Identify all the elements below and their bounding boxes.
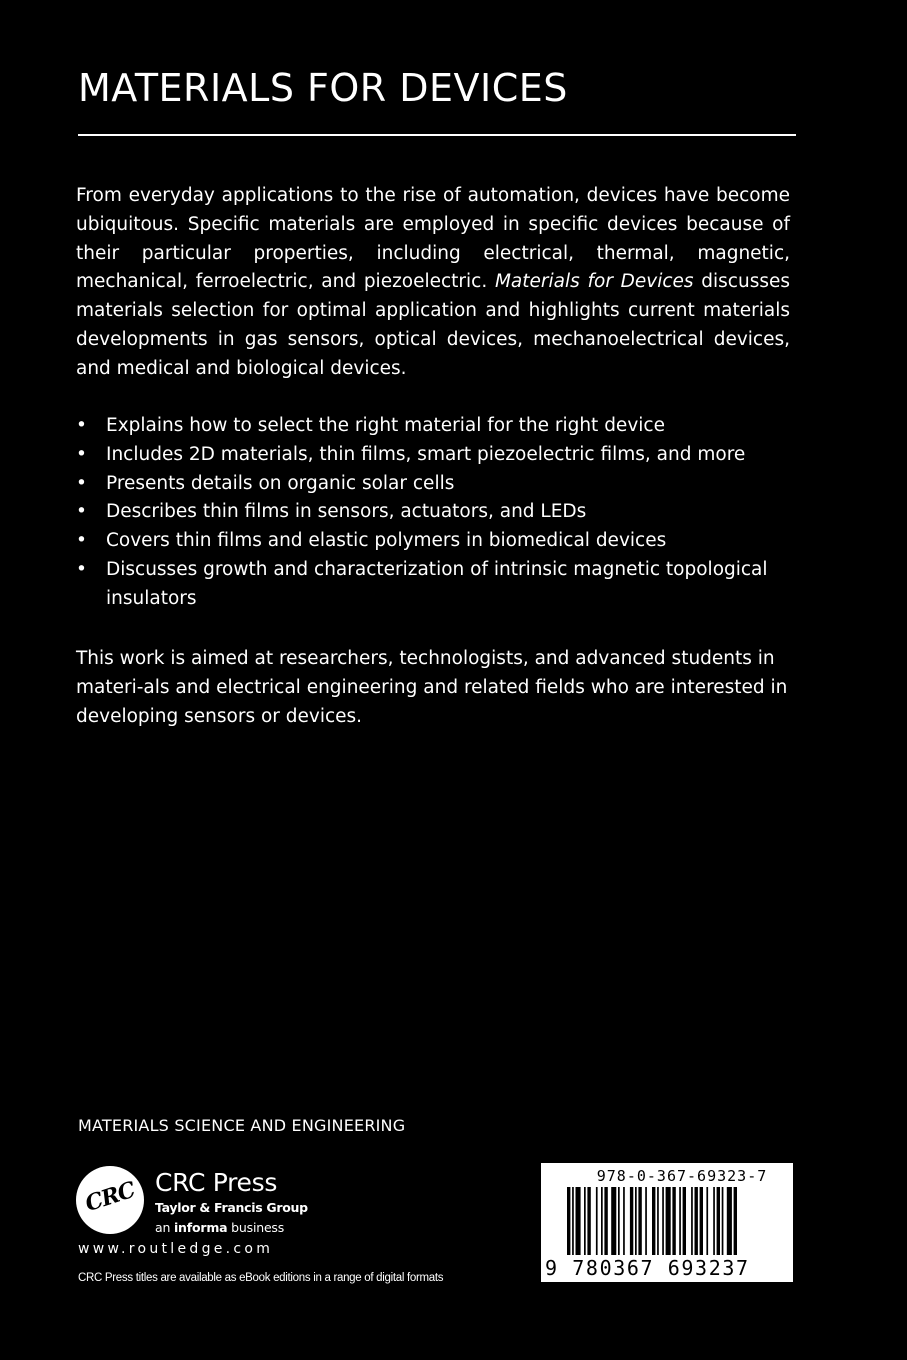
barcode-bars-icon [567, 1187, 785, 1259]
publisher-name: CRC Press [155, 1168, 278, 1197]
series-label: MATERIALS SCIENCE AND ENGINEERING [78, 1116, 406, 1135]
barcode-bar [638, 1187, 641, 1255]
feature-item: • Includes 2D materials, thin films, smart piezoelectric films, and more [76, 441, 776, 470]
description-part1: From everyday applications to the rise of automation, devices have become ubiquitous. Specific materials are employed in specific devices because of their particular properties, including electrical, thermal, magnetic, mechanical, ferroelectric, and piezoelectric. [76, 185, 790, 293]
barcode-bar [662, 1187, 664, 1255]
barcode-bar [601, 1187, 603, 1255]
barcode-bar [734, 1187, 737, 1255]
ean-digits: 9 780367 693237 [545, 1256, 750, 1280]
barcode-bar [652, 1187, 655, 1255]
barcode-bar [727, 1187, 732, 1255]
feature-item: • Covers thin films and elastic polymers in biomedical devices [76, 527, 776, 556]
barcode-bar [604, 1187, 607, 1255]
barcode-bar [596, 1187, 598, 1255]
barcode-bar [567, 1187, 570, 1255]
book-title: MATERIALS FOR DEVICES [78, 66, 568, 110]
website-url: www.routledge.com [78, 1241, 274, 1257]
description [76, 182, 790, 384]
barcode-bar [700, 1187, 703, 1255]
informa-bold: informa [173, 1220, 228, 1235]
title-divider [78, 134, 796, 136]
informa-suffix: business [227, 1220, 285, 1235]
crc-logo-icon [76, 1166, 144, 1234]
barcode-bar [618, 1187, 620, 1255]
audience-statement: This work is aimed at researchers, technologists, and advanced students in materi-als and electrical engineering and related fields who are interested in developing sensors or devices. [76, 648, 788, 727]
barcode [541, 1163, 793, 1282]
barcode-bar [706, 1187, 708, 1255]
barcode-bar [695, 1187, 698, 1255]
barcode-bar [691, 1187, 693, 1255]
barcode-bar [683, 1187, 686, 1255]
crc-logo-text: CRC [82, 1176, 138, 1218]
barcode-bar [630, 1187, 633, 1255]
description-book-title: Materials for Devices [494, 271, 694, 293]
barcode-bar [672, 1187, 675, 1255]
barcode-bar [611, 1187, 616, 1255]
barcode-bar [722, 1187, 724, 1255]
feature-item: • Presents details on organic solar cells [76, 470, 776, 499]
feature-item: • Explains how to select the right material for the right device [76, 412, 776, 441]
barcode-bar [679, 1187, 681, 1255]
barcode-bar [572, 1187, 574, 1255]
ebook-note: CRC Press titles are available as eBook editions in a range of digital formats [78, 1272, 444, 1284]
barcode-bar [576, 1187, 581, 1255]
feature-list [76, 412, 776, 614]
publisher-informa [155, 1220, 284, 1235]
feature-item: • Describes thin films in sensors, actuators, and LEDs [76, 498, 776, 527]
barcode-bar [584, 1187, 586, 1255]
barcode-bar [666, 1187, 671, 1255]
feature-item: • Discusses growth and characterization of intrinsic magnetic topological insulators [76, 556, 776, 614]
description-part2: discusses materials selection for optimal application and highlights current materials developments in gas sensors, optical devices, mechanoelectrical devices, and medical and biological devices. [76, 271, 790, 379]
barcode-bar [657, 1187, 659, 1255]
barcode-bar [713, 1187, 715, 1255]
barcode-bar [645, 1187, 647, 1255]
barcode-bar [635, 1187, 637, 1255]
isbn-number: 978-0-367-69323-7 [596, 1167, 768, 1185]
barcode-bar [623, 1187, 625, 1255]
barcode-bar [717, 1187, 720, 1255]
informa-prefix: an [155, 1220, 174, 1235]
publisher-parent: Taylor & Francis Group [155, 1200, 308, 1215]
barcode-bar [587, 1187, 590, 1255]
